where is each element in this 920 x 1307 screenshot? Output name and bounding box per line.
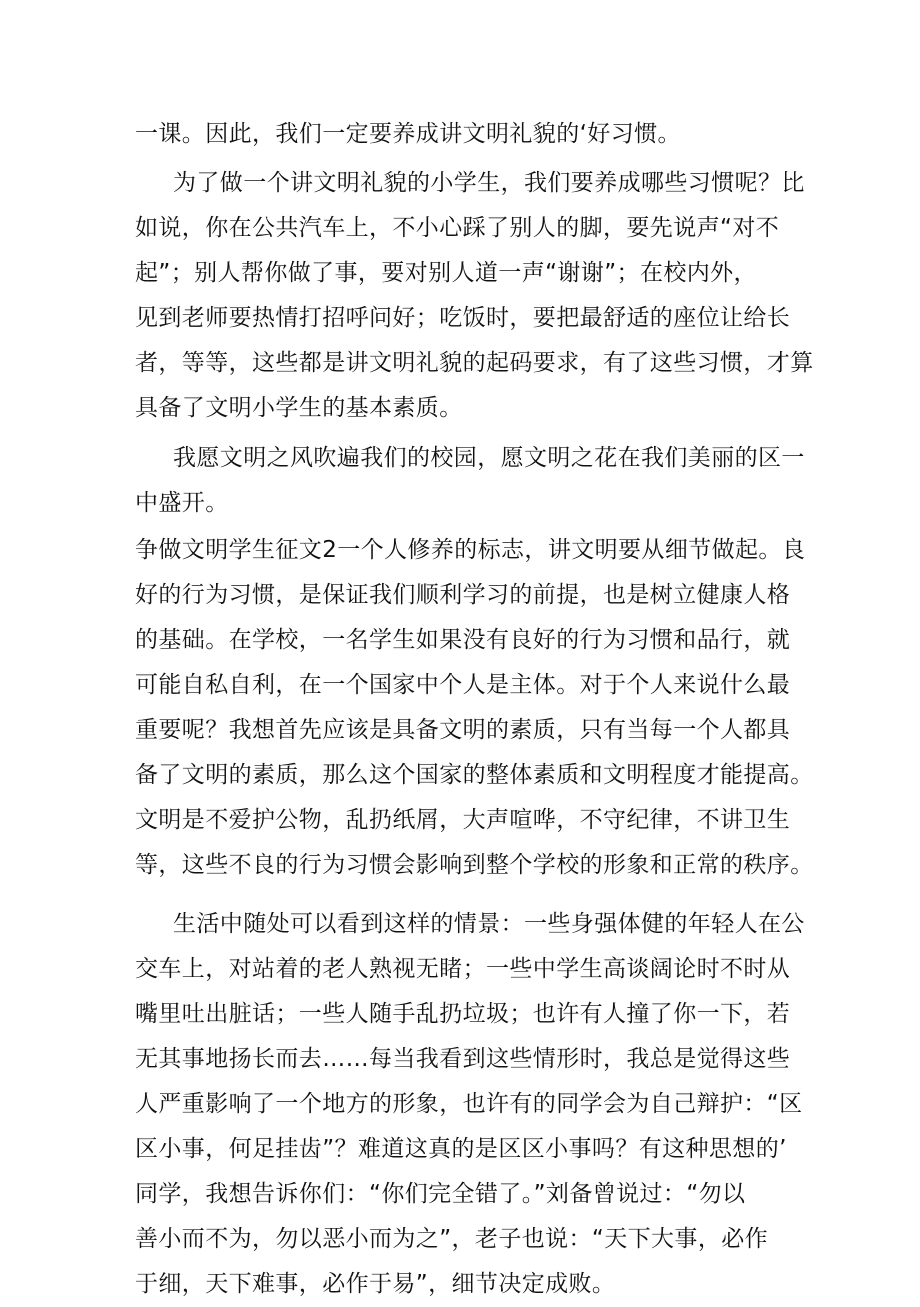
paragraph-line: 好的行为习惯，是保证我们顺利学习的前提，也是树立健康人格	[135, 582, 791, 608]
paragraph-line: 文明是不爱护公物，乱扔纸屑，大声喧哗，不守纪律，不讲卫生	[135, 807, 791, 833]
paragraph-line: 区小事，何足挂齿”？难道这真的是区区小事吗？有这种思想的’	[135, 1136, 787, 1162]
paragraph-line: 中盛开。	[135, 490, 229, 516]
paragraph-line: 为了做一个讲文明礼貌的小学生，我们要养成哪些习惯呢？比	[173, 170, 805, 196]
paragraph-4	[135, 528, 814, 888]
paragraph-line: 等，这些不良的行为习惯会影响到整个学校的形象和正常的秩序。	[135, 852, 814, 878]
paragraph-line: 如说，你在公共汽车上，不小心踩了别人的脚，要先说声“对不	[135, 215, 780, 241]
paragraph-line: 一课。因此，我们一定要养成讲文明礼貌的‘好习惯。	[135, 121, 681, 147]
paragraph-line: 的基础。在学校，一名学生如果没有良好的行为习惯和品行，就	[135, 627, 791, 653]
paragraph-line: 善小而不为，勿以恶小而为之”，老子也说：“天下大事，必作	[135, 1226, 769, 1252]
paragraph-line: 交车上，对站着的老人熟视无睹；一些中学生高谈阔论时不时从	[135, 956, 791, 982]
paragraph-line: 具备了文明小学生的基本素质。	[135, 395, 463, 421]
paragraph-line: 于细，天下难事，必作于易”，细节决定成败。	[135, 1271, 616, 1297]
paragraph-1	[135, 112, 795, 157]
paragraph-line: 同学，我想告诉你们：“你们完全错了。”刘备曾说过：“勿以	[135, 1181, 746, 1207]
paragraph-2	[135, 161, 814, 431]
paragraph-3	[135, 436, 805, 526]
paragraph-line: 可能自私自利，在一个国家中个人是主体。对于个人来说什么最	[135, 672, 791, 698]
paragraph-line: 生活中随处可以看到这样的情景：一些身强体健的年轻人在公	[173, 911, 805, 937]
paragraph-line: 备了文明的素质，那么这个国家的整体素质和文明程度才能提高。	[135, 762, 814, 788]
paragraph-line: 起”；别人帮你做了事，要对别人道一声“谢谢”；在校内外，	[135, 260, 757, 286]
paragraph-line: 争做文明学生征文2一个人修养的标志，讲文明要从细节做起。良	[135, 537, 806, 563]
paragraph-line: 重要呢？我想首先应该是具备文明的素质，只有当每一个人都具	[135, 717, 791, 743]
paragraph-5	[135, 902, 805, 1307]
paragraph-line: 我愿文明之风吹遍我们的校园，愿文明之花在我们美丽的区一	[173, 445, 805, 471]
paragraph-line: 嘴里吐出脏话；一些人随手乱扔垃圾；也许有人撞了你一下，若	[135, 1001, 791, 1027]
paragraph-line: 无其事地扬长而去……每当我看到这些情形时，我总是觉得这些	[135, 1046, 791, 1072]
paragraph-line: 人严重影响了一个地方的形象，也许有的同学会为自己辩护：“区	[135, 1091, 803, 1117]
paragraph-line: 见到老师要热情打招呼问好；吃饭时，要把最舒适的座位让给长	[135, 305, 791, 331]
paragraph-line: 者，等等，这些都是讲文明礼貌的起码要求，有了这些习惯，才算	[135, 350, 814, 376]
